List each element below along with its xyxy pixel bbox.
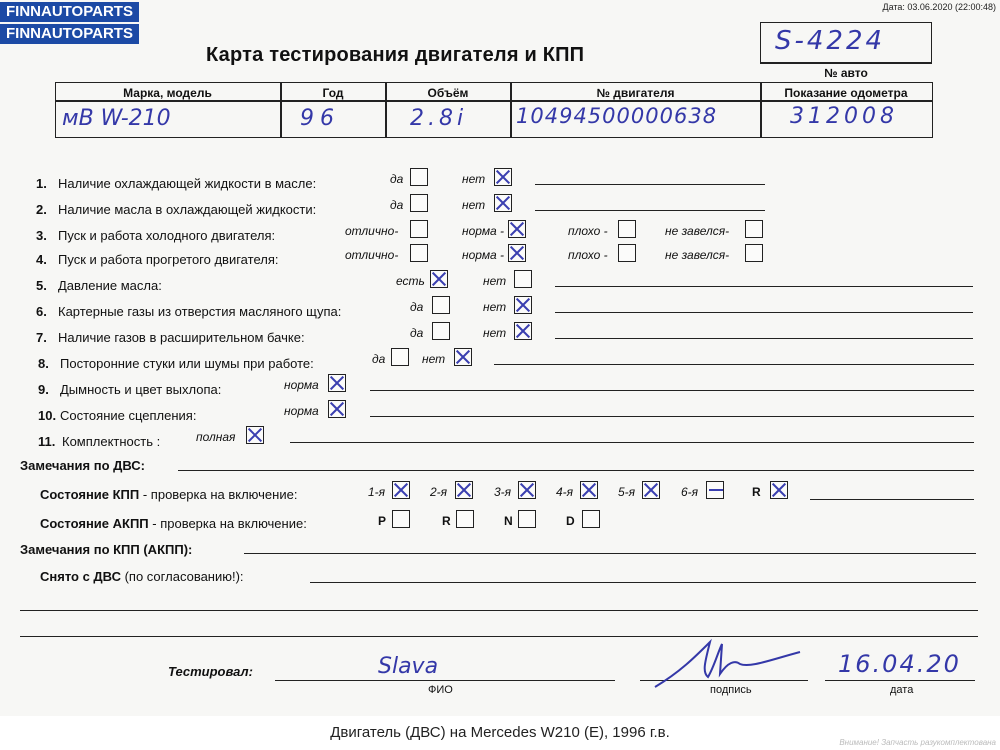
item-label: Пуск и работа прогретого двигателя:: [58, 252, 279, 267]
item-number: 8.: [38, 356, 49, 371]
watermark-logo: FINNAUTOPARTS: [0, 2, 139, 22]
option-label: нет: [483, 274, 507, 288]
checkbox-no[interactable]: [514, 322, 532, 340]
col-engine-number: № двигателя: [596, 86, 675, 100]
option-label: плохо -: [568, 224, 608, 238]
value-engine-number: 10494500000638: [516, 104, 718, 128]
col-make-model: Марка, модель: [123, 86, 212, 100]
akpp-n-checkbox[interactable]: [518, 510, 536, 528]
item-number: 11.: [38, 434, 56, 449]
akpp-position-label: R: [442, 514, 451, 528]
checkbox-absent[interactable]: [514, 270, 532, 288]
photo-caption: Двигатель (ДВС) на Mercedes W210 (E), 1996 г.в.: [330, 724, 670, 741]
akpp-p-checkbox[interactable]: [392, 510, 410, 528]
gear-label: 3-я: [494, 485, 512, 499]
checkbox-normal[interactable]: [508, 220, 526, 238]
item-label: Пуск и работа холодного двигателя:: [58, 228, 276, 243]
gear-2-checkbox[interactable]: [455, 481, 473, 499]
date-stamp: Дата: 03.06.2020 (22:00:48): [882, 2, 996, 12]
col-year: Год: [322, 86, 344, 100]
item-label: Наличие масла в охлаждающей жидкости:: [58, 202, 317, 217]
akpp-r-checkbox[interactable]: [456, 510, 474, 528]
gear-1-checkbox[interactable]: [392, 481, 410, 499]
kpp-remarks-label: Замечания по КПП (АКПП):: [20, 542, 193, 557]
item-label: Комплектность :: [62, 434, 161, 449]
col-odometer: Показание одометра: [784, 86, 908, 100]
gear-3-checkbox[interactable]: [518, 481, 536, 499]
auto-number-value: S-4224: [775, 26, 886, 56]
checkbox-no-start[interactable]: [745, 244, 763, 262]
item-label: Картерные газы из отверстия масляного щупа:: [58, 304, 342, 319]
option-label: нет: [483, 300, 507, 314]
checkbox-bad[interactable]: [618, 220, 636, 238]
tested-label: Тестировал:: [168, 664, 253, 679]
item-number: 7.: [36, 330, 47, 345]
notice-text: Внимание! Запчасть разукомплектована: [839, 738, 996, 747]
gear-4-checkbox[interactable]: [580, 481, 598, 499]
option-label: нет: [462, 172, 486, 186]
item-label: Наличие охлаждающей жидкости в масле:: [58, 176, 317, 191]
value-year: 96: [300, 106, 340, 131]
option-label: плохо -: [568, 248, 608, 262]
checkbox-normal[interactable]: [328, 400, 346, 418]
value-volume: 2.8i: [410, 106, 468, 131]
checkbox-yes[interactable]: [391, 348, 409, 366]
checkbox-yes[interactable]: [432, 322, 450, 340]
checkbox-yes[interactable]: [432, 296, 450, 314]
value-odometer: 312008: [790, 104, 898, 129]
item-number: 4.: [36, 252, 47, 267]
option-label: да: [372, 352, 386, 366]
checkbox-excellent[interactable]: [410, 220, 428, 238]
option-label: полная: [196, 430, 236, 444]
gear-label: R: [752, 485, 761, 499]
akpp-position-label: D: [566, 514, 575, 528]
engine-remarks-label: Замечания по ДВС:: [20, 458, 145, 473]
gear-label: 2-я: [430, 485, 448, 499]
option-label: есть: [396, 274, 425, 288]
option-label: не завелся-: [665, 248, 730, 262]
item-number: 9.: [38, 382, 49, 397]
item-number: 5.: [36, 278, 47, 293]
option-label: норма: [284, 378, 319, 392]
item-number: 3.: [36, 228, 47, 243]
checkbox-no[interactable]: [454, 348, 472, 366]
item-label: Давление масла:: [58, 278, 162, 293]
option-label: да: [390, 198, 404, 212]
checkbox-present[interactable]: [430, 270, 448, 288]
option-label: отлично-: [345, 248, 399, 262]
checkbox-yes[interactable]: [410, 168, 428, 186]
gear-r-checkbox[interactable]: [770, 481, 788, 499]
item-label: Посторонние стуки или шумы при работе:: [60, 356, 314, 371]
auto-number-label: № авто: [824, 66, 868, 80]
checkbox-normal[interactable]: [508, 244, 526, 262]
checkbox-normal[interactable]: [328, 374, 346, 392]
signature-caption: подпись: [710, 684, 752, 696]
gear-6-checkbox[interactable]: [706, 481, 724, 499]
checkbox-yes[interactable]: [410, 194, 428, 212]
option-label: не завелся-: [665, 224, 730, 238]
item-number: 2.: [36, 202, 47, 217]
value-make-model: мВ W-210: [62, 106, 171, 131]
date-caption: дата: [890, 684, 914, 696]
option-label: да: [390, 172, 404, 186]
checkbox-bad[interactable]: [618, 244, 636, 262]
removed-label: Снято с ДВС (по согласованию!):: [40, 569, 244, 584]
option-label: норма: [284, 404, 319, 418]
akpp-position-label: P: [378, 514, 387, 528]
option-label: нет: [462, 198, 486, 212]
gear-label: 1-я: [368, 485, 386, 499]
option-label: отлично-: [345, 224, 399, 238]
option-label: нет: [483, 326, 507, 340]
kpp-row-label: Состояние КПП - проверка на включение:: [40, 487, 298, 502]
checkbox-no-start[interactable]: [745, 220, 763, 238]
option-label: да: [410, 300, 424, 314]
col-volume: Объём: [427, 86, 469, 100]
gear-5-checkbox[interactable]: [642, 481, 660, 499]
checkbox-no[interactable]: [514, 296, 532, 314]
item-number: 10.: [38, 408, 57, 423]
gear-label: 4-я: [556, 485, 574, 499]
item-label: Состояние сцепления:: [60, 408, 197, 423]
option-label: норма -: [462, 248, 505, 262]
gear-label: 5-я: [618, 485, 636, 499]
item-label: Дымность и цвет выхлопа:: [60, 382, 222, 397]
tester-name: Slava: [378, 654, 439, 679]
checkbox-no[interactable]: [494, 168, 512, 186]
item-number: 1.: [36, 176, 47, 191]
checkbox-excellent[interactable]: [410, 244, 428, 262]
test-date: 16.04.20: [838, 650, 961, 678]
watermark-logo-2: FINNAUTOPARTS: [0, 24, 139, 44]
checkbox-no[interactable]: [494, 194, 512, 212]
option-label: нет: [422, 352, 446, 366]
akpp-row-label: Состояние АКПП - проверка на включение:: [40, 516, 307, 531]
option-label: норма -: [462, 224, 505, 238]
item-label: Наличие газов в расширительном бачке:: [58, 330, 305, 345]
akpp-d-checkbox[interactable]: [582, 510, 600, 528]
fio-caption: ФИО: [428, 684, 453, 696]
option-label: да: [410, 326, 424, 340]
signature-mark: [650, 632, 810, 692]
page-title: Карта тестирования двигателя и КПП: [206, 44, 585, 66]
akpp-position-label: N: [504, 514, 513, 528]
checkbox-complete[interactable]: [246, 426, 264, 444]
gear-label: 6-я: [681, 485, 699, 499]
item-number: 6.: [36, 304, 47, 319]
